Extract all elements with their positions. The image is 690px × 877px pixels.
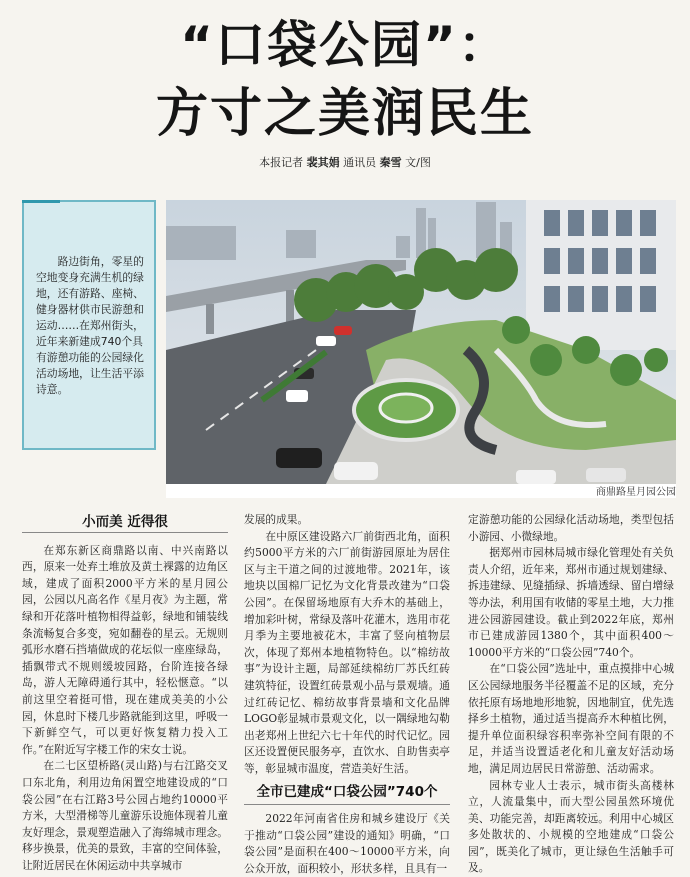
summary-box [22,200,156,450]
reporter-name: 裴其娟 [307,156,340,169]
heading-rule [244,804,450,805]
column-1 [22,512,228,874]
heading-rule [22,532,228,533]
paragraph: 据郑州市园林局城市绿化管理处有关负责人介绍，近年来，郑州市通过规划建绿、拆违建绿、见缝插绿、拆墙透绿、留白增绿等办法，利用国有收储的零星土地，大力推进公园游园建设。截止到2022年底，郑州市已建成游园1380个，其中面积400～10000平方米的“口袋公园”740个。 [468,545,674,661]
park-photo [166,200,676,484]
section-heading-2 [244,784,450,806]
byline-prefix: 本报记者 [259,156,307,169]
section-heading-1-text: 小而美 近得很 [82,514,168,530]
park-photo-illustration [166,200,676,484]
column-3 [468,512,674,877]
paragraph: 2022年河南省住房和城乡建设厅《关于推动“口袋公园”建设的通知》明确，“口袋公园”是面积在400～10000平方米，向公众开放，面积较小，形状多样，且具有一 [244,811,450,877]
paragraph: 发展的成果。 [244,512,450,529]
headline-line-1: “口袋公园”： [0,14,690,76]
paragraph: 在“口袋公园”选址中，重点摸排中心城区公园绿地服务半径覆盖不足的区域，充分依托原有场地地形地貌，因地制宜，优先选择乡土植物，通过适当提高乔木种植比例，提升单位面积绿容积率弥补空间有限的不足，并适当设置适老化和儿童友好活动场地，满足周边居民日常游憩、活动需求。 [468,661,674,777]
summary-text: 路边街角，零星的空地变身充满生机的绿地，还有游路、座椅、健身器材供市民游憩和运动……在郑州街头，近年来新建成740个具有游憩功能的公园绿化活动场地，让生活平添诗意。 [36,254,148,398]
paragraph: 定游憩功能的公园绿化活动场地，类型包括小游园、小微绿地。 [468,512,674,545]
byline-suffix: 文/图 [402,156,431,169]
paragraph: 在二七区望桥路(灵山路)与右江路交叉口东北角，利用边角闲置空地建设成的“口袋公园”在右江路3号公园占地约10000平方米，大型滑梯等儿童游乐设施体现着儿童友好理念，景观塑造融入了海绵城市理念。移步换景，优美的景致，丰富的空间体验，让附近居民在休闲运动中共享城市 [22,758,228,874]
correspondent-name: 秦雪 [380,156,402,169]
column-2 [244,512,450,877]
paragraph: 园林专业人士表示，城市街头高楼林立，人流量集中，而大型公园虽然环境优美、功能完善，却距离较远。利用中心城区多处散状的、小规模的空地建成“口袋公园”，既美化了城市，更让绿色生活触手可及。 [468,778,674,877]
paragraph: 在郑东新区商鼎路以南、中兴南路以西，原来一处弃土堆放及黄土裸露的边角区域，建成了面积2000平方米的星月园公园，公园以凡高名作《星月夜》为主题，常绿和开花落叶植物相得益彰，绿地和铺装线条流畅复合多变，宛如翻卷的星云。无规则弧形水磨石挡墙做成的花坛似一座座绿岛，插飘带式不规则缓坡园路，台阶连接各绿岛，游人无障碍通行其中，轻松惬意。“以前这里空着挺可惜，现在建成美美的小公园，休息时下楼几步路就能到这里，呼吸一下新鲜空气，可以更好恢复精力投入工作。”在附近写字楼工作的宋女士说。 [22,543,228,759]
photo-caption: 商鼎路星月园公园 [596,483,676,498]
byline [0,154,690,170]
paragraph: 在中原区建设路六厂前街西北角，面积约5000平方米的六厂前街游园原址为居住区与主干道之间的过渡地带。2021年，该地块以国棉厂记忆为文化背景改建为“口袋公园”。在保留场地原有大乔木的基础上，增加彩叶树，常绿及落叶花灌木，选用市花月季为主要地被花木，丰富了竖向植物层次，体现了郑州本地植物特色。以“棉纺故事”为设计主题，局部延续棉纺厂苏氏红砖建筑特征，设置红砖景观小品与景观墙。通过红砖记忆、棉纺故事背景墙和文化品牌LOGO彰显城市景观文化，以一隅绿地勾勒出老郑州上世纪六七十年代的时代记忆。园区还设置便民服务亭，直饮水、自助售卖亭等，彰显城市温度，营造美好生活。 [244,529,450,778]
section-heading-1 [22,512,228,537]
section-heading-2-text: 全市已建成“口袋公园”740个 [257,784,438,800]
headline-line-2: 方寸之美润民生 [0,82,690,146]
byline-middle: 通讯员 [340,156,380,169]
